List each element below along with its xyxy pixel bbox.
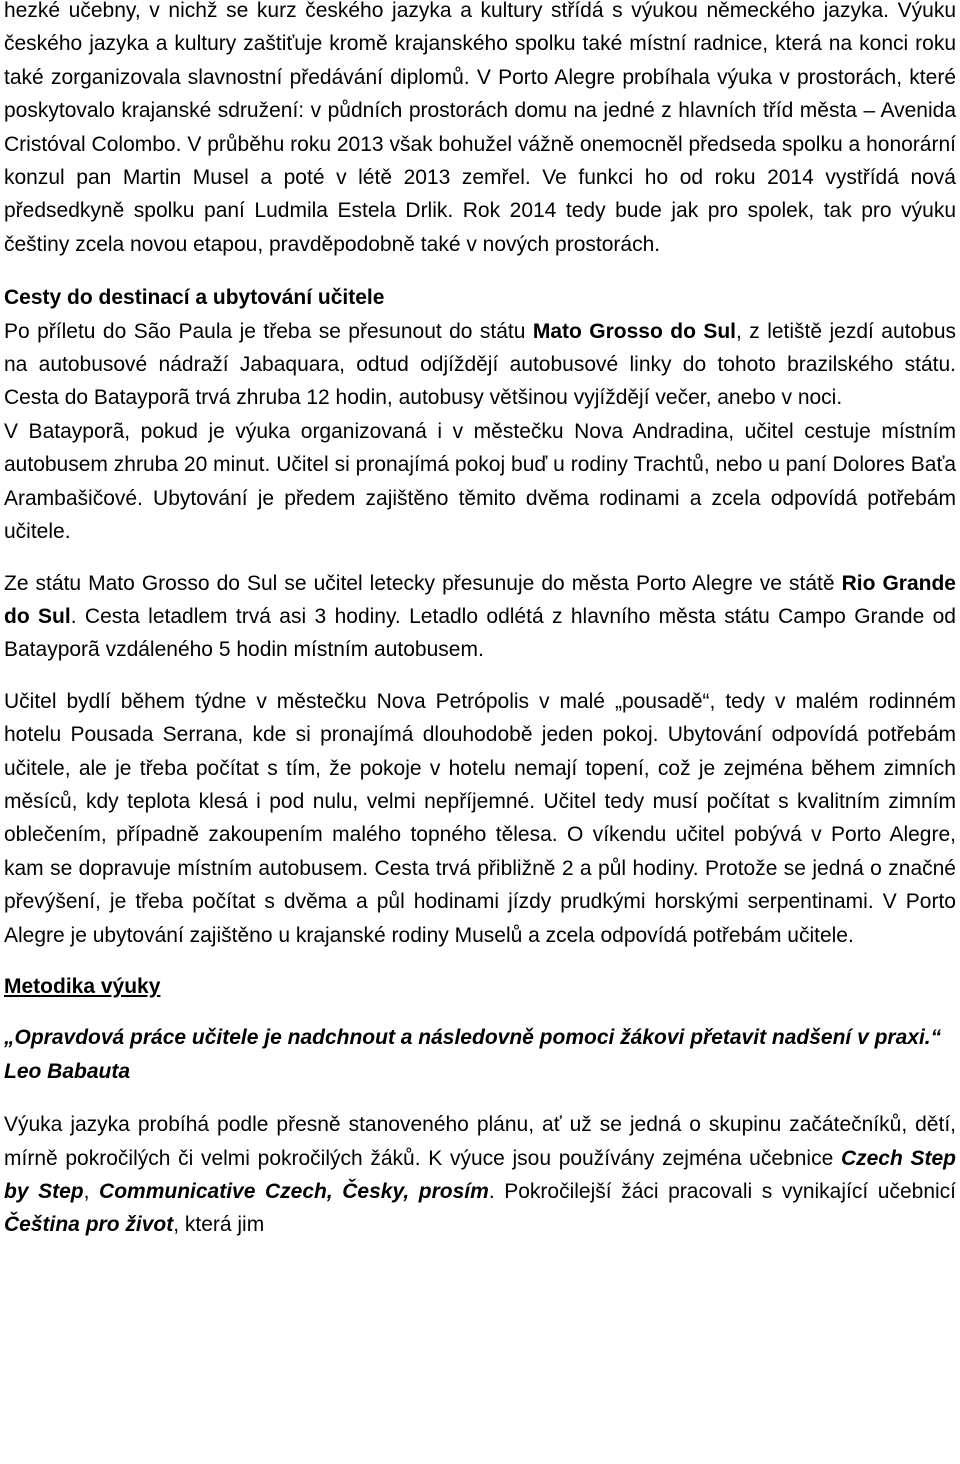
paragraph-nova-petropolis: Učitel bydlí během týdne v městečku Nova Petrópolis v malé „pousadě“, tedy v malém rodinném hotelu Pousada Serrana, kde si pronajímá dlouhodobě jeden pokoj. Ubytování odpovídá potřebám učitele, ale je třeba počítat s tím, že pokoje v hotelu nemají topení, což je zejména během zimních měsíců, kdy teplota klesá i pod nulu, velmi nepříjemné. Učitel tedy musí počítat s kvalitním zimním oblečením, případně zakoupením malého topného tělesa. O víkendu učitel pobývá v Porto Alegre, kam se dopravuje místním autobusem. Cesta trvá přibližně 2 a půl hodiny. Protože se jedná o značné převýšení, je třeba počítat s dvěma a půl hodinami jízdy prudkými horskými serpentinami. V Porto Alegre je ubytování zajištěno u krajanské rodiny Muselů a zcela odpovídá potřebám učitele.: [4, 689, 956, 947]
text-run: . Cesta letadlem trvá asi 3 hodiny. Letadlo odlétá z hlavního města státu Campo Grande od Batayporã vzdáleného 5 hodin místním autobusem.: [4, 604, 956, 662]
heading-travel-accommodation: Cesty do destinací a ubytování učitele: [4, 286, 385, 310]
paragraph-intro: hezké učebny, v nichž se kurz českého jazyka a kultury střídá s výukou německého jazyka. Výuku českého jazyka a kultury zaštiťuje kromě krajanského spolku také místní radnice, která na konci roku také zorganizovala slavnostní předávání diplomů. V Porto Alegre probíhala výuka v prostorách, které poskytovalo krajanské sdružení: v půdních prostorách domu na jedné z hlavních tříd města – Avenida Cristóval Colombo. V průběhu roku 2013 však bohužel vážně onemocněl předseda spolku a honorární konzul pan Martin Musel a poté v létě 2013 zemřel. Ve funkci ho od roku 2014 vystřídá nová předsedkyně spolku paní Ludmila Estela Drlik. Rok 2014 tedy bude jak pro spolek, tak pro výuku češtiny zcela novou etapou, pravděpodobně také v nových prostorách.: [4, 0, 956, 256]
quote-author: Leo Babauta: [4, 1059, 131, 1083]
paragraph-teaching: [4, 1108, 956, 1242]
quote-text: „Opravdová práce učitele je nadchnout a následovně pomoci žákovi přetavit nadšení v praxi.“: [4, 1026, 942, 1050]
text-run: Po příletu do São Paula je třeba se přesunout do státu: [4, 319, 533, 343]
textbook-title: Čeština pro život: [4, 1213, 174, 1237]
text-run: ,: [83, 1180, 100, 1203]
text-run: , z letiště jezdí autobus na autobusové nádraží Jabaquara, odtud odjíždějí autobusové linky do tohoto brazilského státu. Cesta do Batayporã trvá zhruba 12 hodin, autobusy většinou vyjíždějí večer, anebo v noci.: [4, 319, 956, 410]
textbook-title: Czech Step by Step: [4, 1146, 956, 1203]
paragraph-bataypora: V Batayporã, pokud je výuka organizovaná i v městečku Nova Andradina, učitel cestuje místním autobusem zhruba 20 minut. Učitel si pronajímá pokoj buď u rodiny Trachtů, nebo u paní Dolores Baťa Arambašičové. Ubytování je předem zajištěno těmito dvěma rodinami a zcela odpovídá potřebám učitele.: [4, 419, 956, 544]
text-run: , která jim: [173, 1213, 265, 1237]
text-run: Výuka jazyka probíhá podle přesně stanoveného plánu, ať už se jedná o skupinu začátečníků, dětí, mírně pokročilých či velmi pokročilých žáků. K výuce jsou používány zejména učebnice: [4, 1113, 956, 1170]
text-run: . Pokročilejší žáci pracovali s vynikající učebnicí: [488, 1180, 957, 1203]
textbook-title: Communicative Czech, Česky, prosím: [99, 1180, 489, 1203]
paragraph-sao-paulo: [4, 315, 956, 415]
paragraph-porto-alegre: [4, 567, 956, 667]
text-run: Ze státu Mato Grosso do Sul se učitel letecky přesunuje do města Porto Alegre ve státě: [4, 571, 842, 595]
heading-methodology: Metodika výuky: [4, 974, 161, 998]
text-run-bold-state: Rio Grande do Sul: [4, 571, 956, 628]
text-run-bold-state: Mato Grosso do Sul: [532, 319, 736, 343]
